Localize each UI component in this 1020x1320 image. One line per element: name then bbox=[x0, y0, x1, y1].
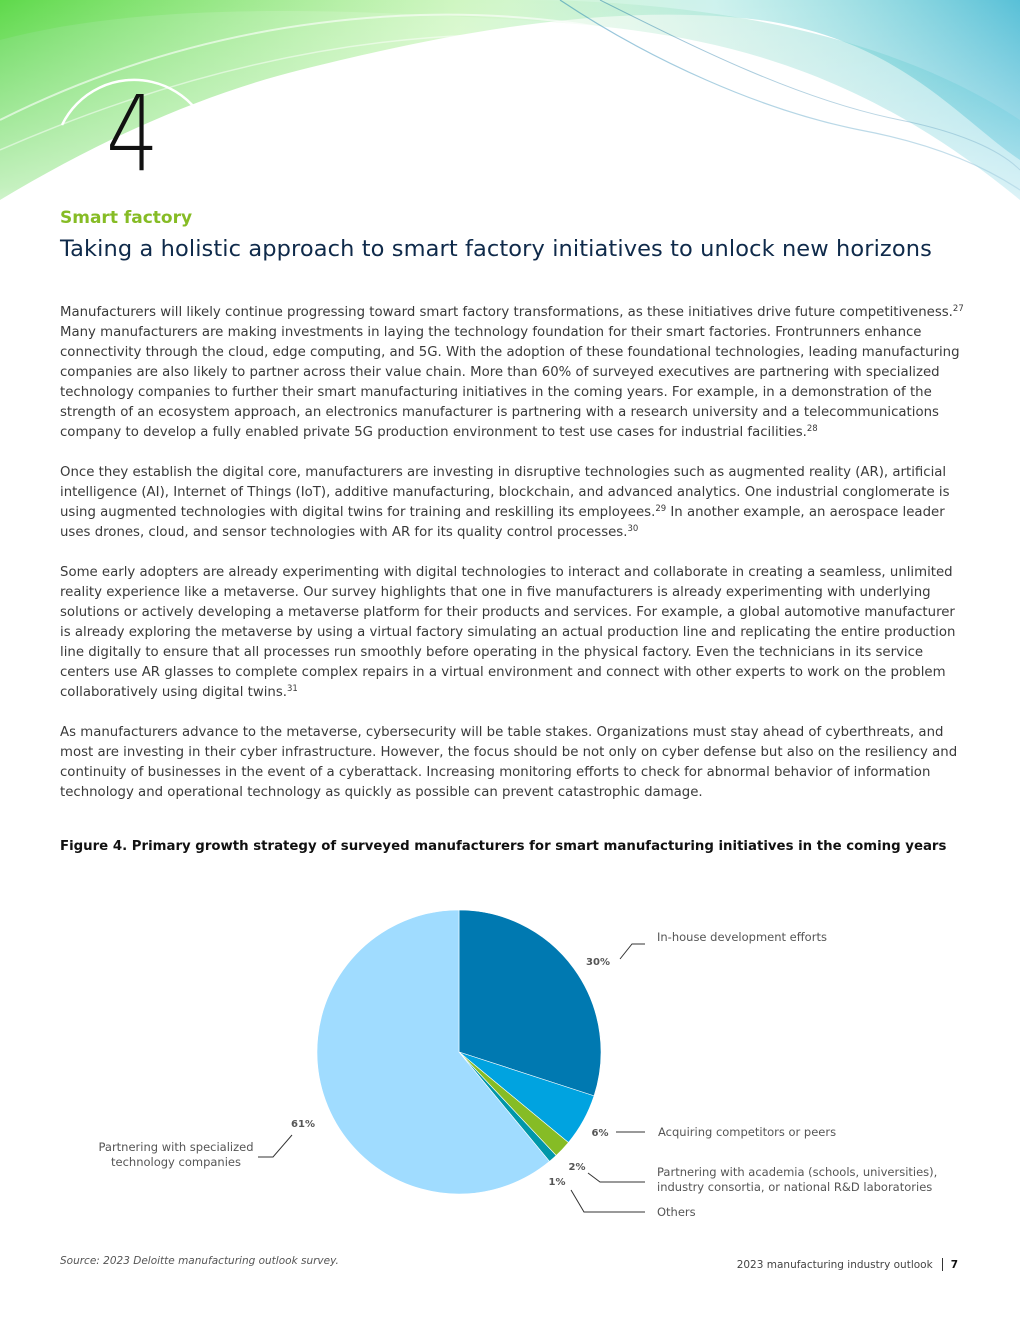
category-label: In-house development efforts bbox=[657, 930, 827, 944]
paragraph-2 bbox=[60, 463, 965, 543]
footnote-ref[interactable]: 30 bbox=[627, 524, 639, 534]
category-label: technology companies bbox=[111, 1155, 241, 1169]
category-label: Others bbox=[657, 1205, 696, 1219]
leader-line bbox=[258, 1135, 292, 1157]
footnote-ref[interactable]: 28 bbox=[806, 424, 818, 434]
category-label: industry consortia, or national R&D laboratories bbox=[657, 1180, 933, 1194]
page-title: Taking a holistic approach to smart factory initiatives to unlock new horizons bbox=[60, 236, 932, 262]
category-label: Acquiring competitors or peers bbox=[658, 1125, 837, 1139]
leader-line bbox=[620, 944, 645, 959]
paragraph-text: Many manufacturers are making investments in laying the technology foundation for their smart factories. Frontrunners enhance connectivity through the cloud, edge computing, and 5G. With the adoption of these foundational technologies, leading manufacturing companies are also likely to partner across their value chain. More than 60% of surveyed executives are partnering with specialized technology companies to further their smart manufacturing initiatives in the coming years. For example, in a demonstration of the strength of an ecosystem approach, an electronics manufacturer is partnering with a research university and a telecommunications company to develop a fully enabled private 5G production environment to test use cases for industrial facilities. bbox=[60, 325, 960, 440]
footnote-ref[interactable]: 29 bbox=[655, 504, 667, 514]
chapter-number: 4 bbox=[106, 73, 159, 195]
footnote-ref[interactable]: 27 bbox=[952, 304, 964, 314]
data-label: 30% bbox=[586, 957, 610, 968]
leader-line bbox=[571, 1190, 645, 1212]
paragraph-3 bbox=[60, 563, 965, 703]
paragraph-text: Manufacturers will likely continue progressing toward smart factory transformations, as these initiatives drive future competitiveness. bbox=[60, 305, 953, 320]
paragraph-1 bbox=[60, 303, 965, 443]
data-label: 6% bbox=[591, 1128, 609, 1139]
footnote-ref[interactable]: 31 bbox=[286, 684, 298, 694]
pie-chart bbox=[0, 890, 1020, 1230]
section-label: Smart factory bbox=[60, 208, 193, 228]
footer-divider bbox=[942, 1258, 943, 1271]
leader-line bbox=[588, 1173, 645, 1182]
paragraph-4 bbox=[60, 723, 965, 803]
category-label: Partnering with specialized bbox=[98, 1140, 254, 1154]
category-label: Partnering with academia (schools, universities), bbox=[657, 1165, 938, 1179]
data-label: 2% bbox=[568, 1162, 586, 1173]
body-text bbox=[60, 303, 965, 823]
paragraph-text: In another example, an aerospace leader uses drones, cloud, and sensor technologies with AR for its quality control processes. bbox=[60, 505, 945, 540]
figure-title: Figure 4. Primary growth strategy of surveyed manufacturers for smart manufacturing initiatives in the coming years bbox=[60, 839, 947, 854]
paragraph-text: Once they establish the digital core, manufacturers are investing in disruptive technologies such as augmented reality (AR), artificial intelligence (AI), Internet of Things (IoT), additive manufacturing, blockchain, and advanced analytics. One industrial conglomerate is using augmented technologies with digital twins for training and reskilling its employees. bbox=[60, 465, 950, 520]
data-label: 1% bbox=[548, 1177, 566, 1188]
publication-name: 2023 manufacturing industry outlook bbox=[736, 1258, 933, 1271]
data-label: 61% bbox=[291, 1119, 315, 1130]
source-note: Source: 2023 Deloitte manufacturing outlook survey. bbox=[60, 1255, 339, 1267]
page-number: 7 bbox=[950, 1258, 958, 1271]
page-footer bbox=[737, 1258, 958, 1271]
paragraph-text: Some early adopters are already experimenting with digital technologies to interact and collaborate in creating a seamless, unlimited reality experience like a metaverse. Our survey highlights that one in five manufacturers is already experimenting with underlying solutions or actively developing a metaverse platform for their products and services. For example, a global automotive manufacturer is already exploring the metaverse by using a virtual factory simulating an actual production line and replicating the entire production line digitally to ensure that all processes run smoothly before operating in the physical factory. Even the technicians in its service centers use AR glasses to complete complex repairs in a virtual environment and connect with other experts to work on the problem collaboratively using digital twins. bbox=[60, 565, 956, 700]
paragraph-text: As manufacturers advance to the metaverse, cybersecurity will be table stakes. Organizations must stay ahead of cyberthreats, and most are investing in their cyber infrastructure. However, the focus should be not only on cyber defense but also on the resiliency and continuity of businesses in the event of a cyberattack. Increasing monitoring efforts to check for abnormal behavior of information technology and operational technology as quickly as possible can prevent catastrophic damage. bbox=[60, 725, 958, 800]
